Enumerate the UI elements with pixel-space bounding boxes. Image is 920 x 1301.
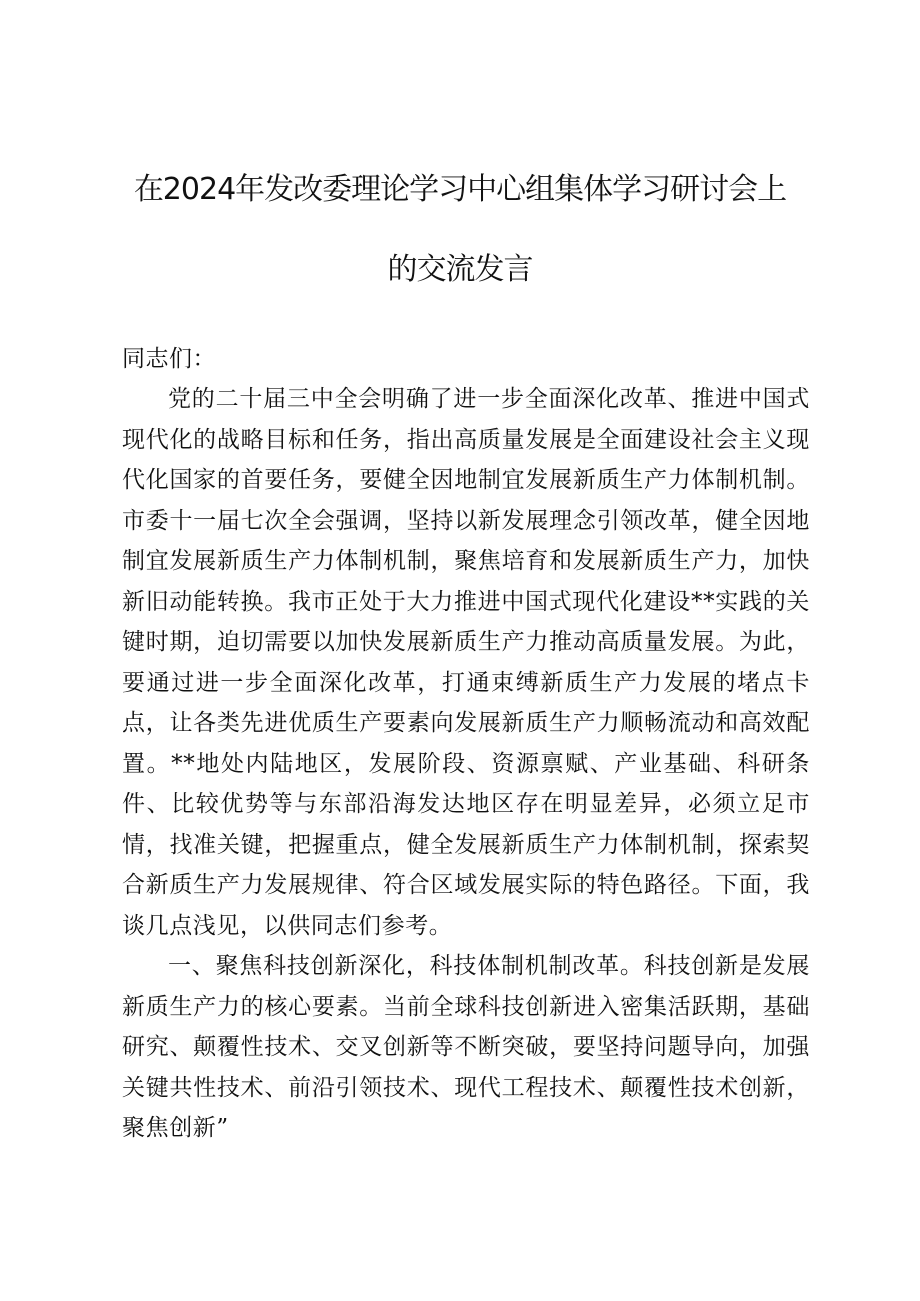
document-body <box>122 339 810 1149</box>
paragraph-intro: 党的二十届三中全会明确了进一步全面深化改革、推进中国式现代化的战略目标和任务，指出高质量发展是全面建设社会主义现代化国家的首要任务，要健全因地制宜发展新质生产力体制机制。市委十一届七次全会强调，坚持以新发展理念引领改革，健全因地制宜发展新质生产力体制机制，聚焦培育和发展新质生产力，加快新旧动能转换。我市正处于大力推进中国式现代化建设**实践的关键时期，迫切需要以加快发展新质生产力推动高质量发展。为此，要通过进一步全面深化改革，打通束缚新质生产力发展的堵点卡点，让各类先进优质生产要素向发展新质生产力顺畅流动和高效配置。**地处内陆地区，发展阶段、资源禀赋、产业基础、科研条件、比较优势等与东部沿海发达地区存在明显差异，必须立足市情，找准关键，把握重点，健全发展新质生产力体制机制，探索契合新质生产力发展规律、符合区域发展实际的特色路径。下面，我谈几点浅见，以供同志们参考。 <box>122 386 810 939</box>
paragraph-section-one: 一、聚焦科技创新深化，科技体制机制改革。科技创新是发展新质生产力的核心要素。当前全球科技创新进入密集活跃期，基础研究、颠覆性技术、交叉创新等不断突破，要坚持问题导向，加强关键共性技术、前沿引领技术、现代工程技术、颠覆性技术创新，聚焦创新” <box>122 953 810 1141</box>
document-title: 在2024年发改委理论学习中心组集体学习研讨会上的交流发言 <box>133 172 787 287</box>
salutation: 同志们： <box>122 346 216 372</box>
